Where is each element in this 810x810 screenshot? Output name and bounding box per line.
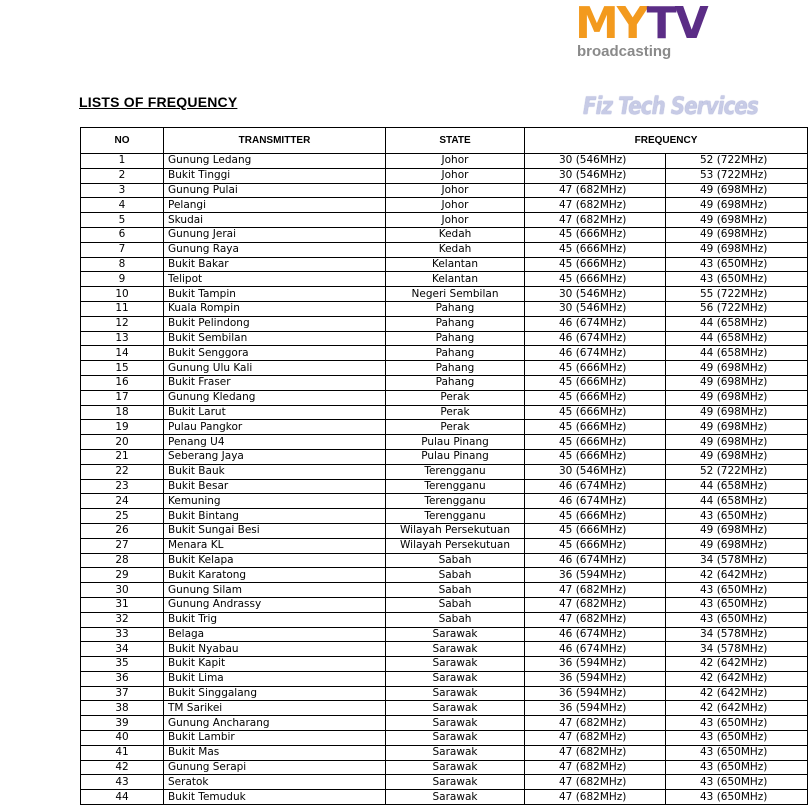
- cell-frequency-1: 36 (594MHz): [525, 657, 666, 672]
- cell-transmitter: Pulau Pangkor: [164, 420, 386, 435]
- cell-state: Wilayah Persekutuan: [386, 523, 525, 538]
- cell-transmitter: Seratok: [164, 775, 386, 790]
- cell-frequency-1: 45 (666MHz): [525, 272, 666, 287]
- table-row: [81, 213, 808, 228]
- cell-state: Sabah: [386, 612, 525, 627]
- table-row: [81, 479, 808, 494]
- cell-transmitter: Gunung Andrassy: [164, 597, 386, 612]
- cell-frequency-1: 36 (594MHz): [525, 671, 666, 686]
- cell-transmitter: Skudai: [164, 213, 386, 228]
- cell-frequency-2: 49 (698MHz): [666, 198, 808, 213]
- table-row: [81, 701, 808, 716]
- cell-no: 16: [81, 375, 164, 390]
- table-row: [81, 198, 808, 213]
- cell-state: Sarawak: [386, 671, 525, 686]
- cell-no: 24: [81, 494, 164, 509]
- cell-transmitter: Penang U4: [164, 435, 386, 450]
- cell-state: Sarawak: [386, 745, 525, 760]
- frequency-table: [80, 127, 808, 805]
- cell-frequency-2: 43 (650MHz): [666, 257, 808, 272]
- cell-state: Pulau Pinang: [386, 435, 525, 450]
- cell-frequency-2: 34 (578MHz): [666, 642, 808, 657]
- cell-state: Sarawak: [386, 731, 525, 746]
- cell-no: 7: [81, 242, 164, 257]
- table-row: [81, 716, 808, 731]
- cell-no: 13: [81, 331, 164, 346]
- table-row: [81, 671, 808, 686]
- cell-state: Terengganu: [386, 479, 525, 494]
- cell-frequency-1: 30 (546MHz): [525, 464, 666, 479]
- cell-frequency-1: 47 (682MHz): [525, 213, 666, 228]
- cell-frequency-1: 30 (546MHz): [525, 168, 666, 183]
- page-title: LISTS OF FREQUENCY: [79, 94, 238, 110]
- cell-no: 21: [81, 449, 164, 464]
- cell-transmitter: TM Sarikei: [164, 701, 386, 716]
- cell-no: 9: [81, 272, 164, 287]
- cell-frequency-1: 46 (674MHz): [525, 316, 666, 331]
- cell-state: Johor: [386, 183, 525, 198]
- cell-no: 25: [81, 509, 164, 524]
- table-row: [81, 420, 808, 435]
- cell-frequency-1: 47 (682MHz): [525, 716, 666, 731]
- cell-no: 42: [81, 760, 164, 775]
- cell-no: 10: [81, 287, 164, 302]
- cell-frequency-2: 44 (658MHz): [666, 479, 808, 494]
- cell-no: 18: [81, 405, 164, 420]
- cell-frequency-1: 30 (546MHz): [525, 287, 666, 302]
- cell-frequency-1: 36 (594MHz): [525, 701, 666, 716]
- cell-transmitter: Bukit Fraser: [164, 375, 386, 390]
- header-state: STATE: [386, 128, 525, 154]
- cell-frequency-1: 30 (546MHz): [525, 301, 666, 316]
- cell-frequency-2: 43 (650MHz): [666, 509, 808, 524]
- cell-transmitter: Seberang Jaya: [164, 449, 386, 464]
- table-body: [81, 154, 808, 805]
- cell-frequency-1: 45 (666MHz): [525, 523, 666, 538]
- cell-frequency-2: 42 (642MHz): [666, 671, 808, 686]
- cell-state: Sabah: [386, 597, 525, 612]
- table-row: [81, 745, 808, 760]
- table-row: [81, 790, 808, 805]
- cell-frequency-2: 44 (658MHz): [666, 331, 808, 346]
- cell-no: 38: [81, 701, 164, 716]
- cell-no: 37: [81, 686, 164, 701]
- cell-frequency-2: 43 (650MHz): [666, 790, 808, 805]
- table-row: [81, 538, 808, 553]
- cell-transmitter: Bukit Nyabau: [164, 642, 386, 657]
- mytv-logo-wordmark: [575, 0, 707, 49]
- table-row: [81, 361, 808, 376]
- cell-transmitter: Bukit Karatong: [164, 568, 386, 583]
- cell-transmitter: Bukit Mas: [164, 745, 386, 760]
- cell-no: 40: [81, 731, 164, 746]
- cell-frequency-1: 45 (666MHz): [525, 509, 666, 524]
- cell-frequency-1: 47 (682MHz): [525, 583, 666, 598]
- mytv-logo: [575, 2, 740, 62]
- table-row: [81, 686, 808, 701]
- cell-state: Pahang: [386, 331, 525, 346]
- cell-frequency-2: 49 (698MHz): [666, 390, 808, 405]
- cell-no: 41: [81, 745, 164, 760]
- table-row: [81, 183, 808, 198]
- cell-frequency-1: 46 (674MHz): [525, 642, 666, 657]
- table-row: [81, 627, 808, 642]
- cell-no: 19: [81, 420, 164, 435]
- table-row: [81, 731, 808, 746]
- cell-frequency-2: 49 (698MHz): [666, 361, 808, 376]
- cell-frequency-1: 46 (674MHz): [525, 331, 666, 346]
- cell-transmitter: Bukit Pelindong: [164, 316, 386, 331]
- cell-frequency-1: 47 (682MHz): [525, 198, 666, 213]
- cell-frequency-2: 34 (578MHz): [666, 553, 808, 568]
- cell-no: 43: [81, 775, 164, 790]
- cell-frequency-2: 42 (642MHz): [666, 657, 808, 672]
- table-row: [81, 331, 808, 346]
- cell-frequency-1: 47 (682MHz): [525, 731, 666, 746]
- table-row: [81, 642, 808, 657]
- cell-frequency-2: 52 (722MHz): [666, 464, 808, 479]
- table-row: [81, 583, 808, 598]
- cell-frequency-2: 49 (698MHz): [666, 420, 808, 435]
- cell-state: Pahang: [386, 346, 525, 361]
- cell-state: Sarawak: [386, 790, 525, 805]
- header-frequency: FREQUENCY: [525, 128, 808, 154]
- logo-my: MY: [575, 0, 647, 49]
- table-row: [81, 301, 808, 316]
- table-row: [81, 287, 808, 302]
- cell-state: Sarawak: [386, 686, 525, 701]
- cell-state: Sabah: [386, 553, 525, 568]
- table-row: [81, 435, 808, 450]
- cell-transmitter: Menara KL: [164, 538, 386, 553]
- table-row: [81, 494, 808, 509]
- table-row: [81, 597, 808, 612]
- cell-transmitter: Gunung Jerai: [164, 227, 386, 242]
- cell-transmitter: Bukit Lima: [164, 671, 386, 686]
- cell-frequency-1: 45 (666MHz): [525, 420, 666, 435]
- cell-no: 31: [81, 597, 164, 612]
- cell-state: Johor: [386, 198, 525, 213]
- cell-frequency-2: 56 (722MHz): [666, 301, 808, 316]
- cell-frequency-2: 49 (698MHz): [666, 538, 808, 553]
- cell-state: Kelantan: [386, 272, 525, 287]
- cell-frequency-2: 44 (658MHz): [666, 346, 808, 361]
- cell-no: 34: [81, 642, 164, 657]
- table-row: [81, 760, 808, 775]
- cell-frequency-1: 46 (674MHz): [525, 553, 666, 568]
- cell-transmitter: Gunung Ulu Kali: [164, 361, 386, 376]
- cell-frequency-1: 36 (594MHz): [525, 686, 666, 701]
- cell-frequency-2: 43 (650MHz): [666, 745, 808, 760]
- cell-state: Terengganu: [386, 494, 525, 509]
- table-row: [81, 346, 808, 361]
- cell-state: Sarawak: [386, 701, 525, 716]
- table-row: [81, 272, 808, 287]
- cell-frequency-2: 49 (698MHz): [666, 405, 808, 420]
- cell-transmitter: Gunung Kledang: [164, 390, 386, 405]
- cell-transmitter: Bukit Bauk: [164, 464, 386, 479]
- cell-no: 15: [81, 361, 164, 376]
- cell-frequency-2: 42 (642MHz): [666, 686, 808, 701]
- cell-no: 28: [81, 553, 164, 568]
- cell-frequency-1: 45 (666MHz): [525, 257, 666, 272]
- cell-no: 32: [81, 612, 164, 627]
- cell-no: 44: [81, 790, 164, 805]
- cell-frequency-2: 49 (698MHz): [666, 213, 808, 228]
- cell-frequency-2: 53 (722MHz): [666, 168, 808, 183]
- cell-frequency-2: 49 (698MHz): [666, 375, 808, 390]
- cell-state: Perak: [386, 405, 525, 420]
- cell-state: Sarawak: [386, 716, 525, 731]
- cell-state: Kedah: [386, 242, 525, 257]
- table-row: [81, 154, 808, 169]
- cell-transmitter: Bukit Lambir: [164, 731, 386, 746]
- cell-frequency-2: 43 (650MHz): [666, 272, 808, 287]
- cell-state: Sarawak: [386, 760, 525, 775]
- cell-frequency-1: 47 (682MHz): [525, 790, 666, 805]
- table-row: [81, 405, 808, 420]
- table-row: [81, 775, 808, 790]
- cell-frequency-1: 46 (674MHz): [525, 627, 666, 642]
- cell-frequency-2: 44 (658MHz): [666, 494, 808, 509]
- cell-transmitter: Bukit Trig: [164, 612, 386, 627]
- cell-transmitter: Bukit Temuduk: [164, 790, 386, 805]
- cell-frequency-1: 36 (594MHz): [525, 568, 666, 583]
- table-row: [81, 316, 808, 331]
- cell-state: Negeri Sembilan: [386, 287, 525, 302]
- cell-transmitter: Bukit Kapit: [164, 657, 386, 672]
- cell-transmitter: Kemuning: [164, 494, 386, 509]
- cell-frequency-1: 46 (674MHz): [525, 494, 666, 509]
- cell-transmitter: Gunung Serapi: [164, 760, 386, 775]
- cell-frequency-2: 52 (722MHz): [666, 154, 808, 169]
- cell-no: 8: [81, 257, 164, 272]
- cell-transmitter: Gunung Ledang: [164, 154, 386, 169]
- table-row: [81, 390, 808, 405]
- cell-frequency-2: 43 (650MHz): [666, 716, 808, 731]
- cell-transmitter: Bukit Sungai Besi: [164, 523, 386, 538]
- cell-transmitter: Gunung Raya: [164, 242, 386, 257]
- cell-no: 27: [81, 538, 164, 553]
- cell-frequency-2: 44 (658MHz): [666, 316, 808, 331]
- cell-no: 22: [81, 464, 164, 479]
- table-header-row: [81, 128, 808, 154]
- cell-frequency-1: 47 (682MHz): [525, 745, 666, 760]
- cell-no: 17: [81, 390, 164, 405]
- cell-state: Perak: [386, 390, 525, 405]
- cell-no: 33: [81, 627, 164, 642]
- table-row: [81, 568, 808, 583]
- cell-frequency-2: 49 (698MHz): [666, 183, 808, 198]
- cell-no: 30: [81, 583, 164, 598]
- cell-frequency-2: 42 (642MHz): [666, 568, 808, 583]
- cell-frequency-2: 43 (650MHz): [666, 775, 808, 790]
- cell-no: 6: [81, 227, 164, 242]
- cell-no: 3: [81, 183, 164, 198]
- cell-state: Sarawak: [386, 775, 525, 790]
- cell-transmitter: Bukit Tinggi: [164, 168, 386, 183]
- cell-frequency-1: 45 (666MHz): [525, 538, 666, 553]
- logo-subtitle: broadcasting: [577, 43, 672, 60]
- cell-state: Johor: [386, 154, 525, 169]
- cell-frequency-1: 46 (674MHz): [525, 479, 666, 494]
- cell-no: 20: [81, 435, 164, 450]
- cell-frequency-2: 43 (650MHz): [666, 731, 808, 746]
- cell-transmitter: Gunung Silam: [164, 583, 386, 598]
- cell-no: 11: [81, 301, 164, 316]
- cell-frequency-1: 47 (682MHz): [525, 183, 666, 198]
- cell-transmitter: Bukit Bakar: [164, 257, 386, 272]
- header-no: NO: [81, 128, 164, 154]
- cell-frequency-2: 49 (698MHz): [666, 227, 808, 242]
- cell-frequency-2: 43 (650MHz): [666, 760, 808, 775]
- cell-no: 4: [81, 198, 164, 213]
- table-row: [81, 553, 808, 568]
- cell-state: Sabah: [386, 583, 525, 598]
- cell-state: Pahang: [386, 316, 525, 331]
- cell-transmitter: Bukit Kelapa: [164, 553, 386, 568]
- table-row: [81, 227, 808, 242]
- cell-state: Wilayah Persekutuan: [386, 538, 525, 553]
- cell-state: Sarawak: [386, 642, 525, 657]
- cell-no: 23: [81, 479, 164, 494]
- cell-state: Pahang: [386, 361, 525, 376]
- cell-state: Terengganu: [386, 509, 525, 524]
- cell-frequency-1: 45 (666MHz): [525, 405, 666, 420]
- header-transmitter: TRANSMITTER: [164, 128, 386, 154]
- cell-frequency-2: 49 (698MHz): [666, 242, 808, 257]
- table-row: [81, 168, 808, 183]
- cell-no: 26: [81, 523, 164, 538]
- cell-frequency-2: 43 (650MHz): [666, 612, 808, 627]
- cell-transmitter: Bukit Besar: [164, 479, 386, 494]
- cell-no: 2: [81, 168, 164, 183]
- cell-state: Johor: [386, 213, 525, 228]
- cell-frequency-2: 34 (578MHz): [666, 627, 808, 642]
- cell-state: Kedah: [386, 227, 525, 242]
- cell-transmitter: Bukit Bintang: [164, 509, 386, 524]
- cell-transmitter: Pelangi: [164, 198, 386, 213]
- cell-transmitter: Belaga: [164, 627, 386, 642]
- cell-no: 39: [81, 716, 164, 731]
- cell-frequency-2: 49 (698MHz): [666, 523, 808, 538]
- table-row: [81, 464, 808, 479]
- cell-transmitter: Gunung Pulai: [164, 183, 386, 198]
- cell-frequency-1: 47 (682MHz): [525, 775, 666, 790]
- cell-frequency-1: 45 (666MHz): [525, 227, 666, 242]
- cell-state: Pahang: [386, 375, 525, 390]
- cell-frequency-1: 46 (674MHz): [525, 346, 666, 361]
- cell-transmitter: Bukit Singgalang: [164, 686, 386, 701]
- cell-frequency-2: 43 (650MHz): [666, 597, 808, 612]
- cell-state: Sarawak: [386, 627, 525, 642]
- cell-frequency-1: 45 (666MHz): [525, 375, 666, 390]
- cell-state: Pahang: [386, 301, 525, 316]
- cell-frequency-1: 45 (666MHz): [525, 242, 666, 257]
- cell-frequency-2: 49 (698MHz): [666, 435, 808, 450]
- cell-state: Sarawak: [386, 657, 525, 672]
- cell-state: Johor: [386, 168, 525, 183]
- cell-frequency-1: 45 (666MHz): [525, 435, 666, 450]
- cell-no: 1: [81, 154, 164, 169]
- cell-frequency-2: 49 (698MHz): [666, 449, 808, 464]
- cell-frequency-1: 47 (682MHz): [525, 760, 666, 775]
- table-row: [81, 449, 808, 464]
- cell-transmitter: Bukit Larut: [164, 405, 386, 420]
- cell-no: 36: [81, 671, 164, 686]
- cell-state: Pulau Pinang: [386, 449, 525, 464]
- table-row: [81, 375, 808, 390]
- cell-state: Kelantan: [386, 257, 525, 272]
- cell-transmitter: Kuala Rompin: [164, 301, 386, 316]
- watermark-text: Fiz Tech Services: [583, 92, 758, 120]
- cell-frequency-1: 47 (682MHz): [525, 597, 666, 612]
- table-row: [81, 657, 808, 672]
- cell-no: 14: [81, 346, 164, 361]
- cell-frequency-1: 47 (682MHz): [525, 612, 666, 627]
- table-row: [81, 612, 808, 627]
- logo-tv: TV: [646, 0, 707, 49]
- cell-frequency-2: 42 (642MHz): [666, 701, 808, 716]
- cell-frequency-1: 45 (666MHz): [525, 449, 666, 464]
- cell-no: 5: [81, 213, 164, 228]
- cell-state: Terengganu: [386, 464, 525, 479]
- cell-transmitter: Bukit Tampin: [164, 287, 386, 302]
- cell-no: 29: [81, 568, 164, 583]
- table-row: [81, 257, 808, 272]
- cell-state: Perak: [386, 420, 525, 435]
- cell-state: Sabah: [386, 568, 525, 583]
- table-row: [81, 523, 808, 538]
- cell-transmitter: Gunung Ancharang: [164, 716, 386, 731]
- table-row: [81, 509, 808, 524]
- cell-frequency-1: 30 (546MHz): [525, 154, 666, 169]
- cell-frequency-2: 55 (722MHz): [666, 287, 808, 302]
- table-row: [81, 242, 808, 257]
- cell-frequency-1: 45 (666MHz): [525, 361, 666, 376]
- cell-frequency-1: 45 (666MHz): [525, 390, 666, 405]
- cell-no: 35: [81, 657, 164, 672]
- cell-frequency-2: 43 (650MHz): [666, 583, 808, 598]
- cell-transmitter: Bukit Sembilan: [164, 331, 386, 346]
- cell-no: 12: [81, 316, 164, 331]
- cell-transmitter: Bukit Senggora: [164, 346, 386, 361]
- cell-transmitter: Telipot: [164, 272, 386, 287]
